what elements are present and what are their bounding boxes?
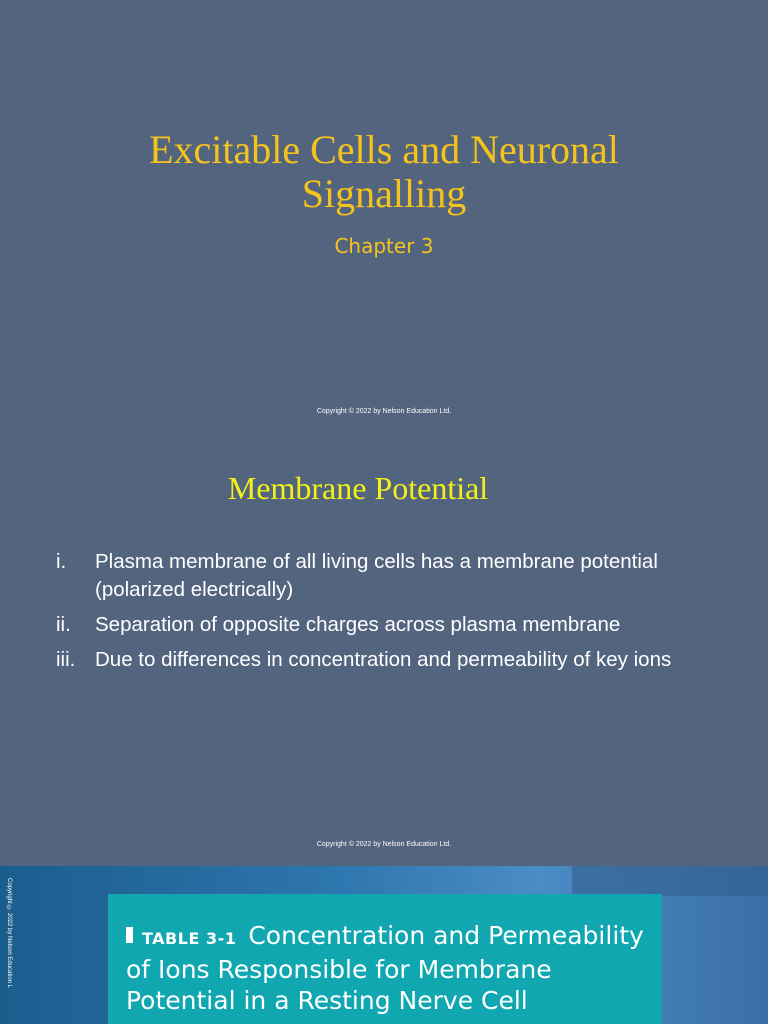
copyright-text: Copyright © 2022 by Nelson Education Ltd.: [316, 841, 452, 848]
list-item: [56, 611, 696, 639]
table-header-box: [108, 894, 662, 1024]
table-label: TABLE 3-1: [142, 929, 237, 948]
bullet-number: iii.: [56, 648, 76, 671]
membrane-potential-slide: [0, 432, 768, 866]
table-slide: [0, 866, 768, 1024]
bullet-number: ii.: [56, 613, 71, 636]
bullet-number: i.: [56, 550, 67, 573]
bullet-text: Plasma membrane of all living cells has a membrane potential (polarized electrically): [95, 550, 658, 601]
bullet-text: Separation of opposite charges across plasma membrane: [95, 613, 621, 636]
list-item: [56, 548, 696, 604]
title-line-1: Excitable Cells and Neuronal: [149, 127, 619, 172]
title-slide: [0, 0, 768, 432]
table-title: [126, 920, 656, 1016]
chapter-subtitle: Chapter 3: [334, 234, 434, 258]
copyright-text: Copyright © 2022 by Nelson Education Ltd.: [316, 408, 452, 415]
table-title-text: Concentration and Permeability of Ions Responsible for Membrane Potential in a Resting Nerve Cell: [126, 921, 644, 1015]
list-item: [56, 646, 696, 674]
decorative-band: [572, 866, 768, 896]
bullet-list: [56, 548, 696, 681]
slide-title: [0, 128, 768, 216]
table-marker-icon: [126, 927, 133, 943]
title-line-2: Signalling: [301, 171, 467, 216]
side-copyright: Copyright © 2022 by Nelson Education L: [6, 878, 12, 989]
bullet-text: Due to differences in concentration and permeability of key ions: [95, 648, 672, 671]
section-title: Membrane Potential: [227, 470, 489, 506]
